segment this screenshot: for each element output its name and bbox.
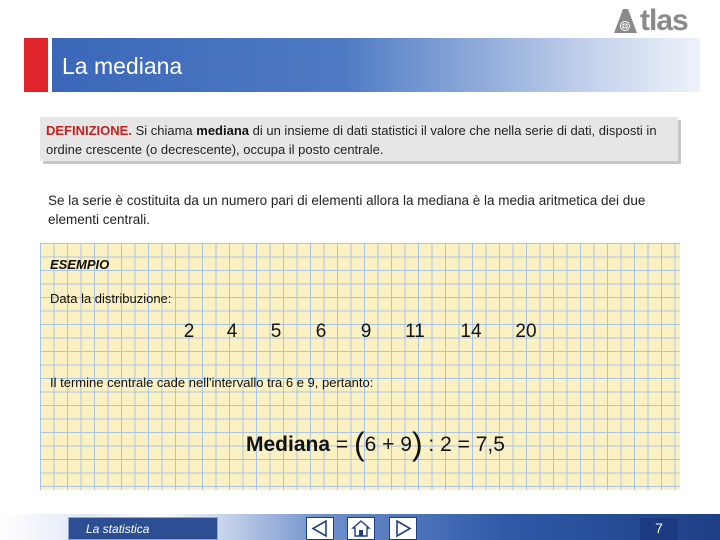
series-value: 5	[270, 321, 282, 342]
home-button[interactable]	[347, 517, 375, 540]
section-label: La statistica	[68, 517, 218, 540]
series-value: 6	[315, 321, 327, 342]
example-label: ESEMPIO	[50, 257, 110, 272]
next-icon	[390, 518, 416, 539]
definition-box	[40, 117, 678, 161]
median-formula	[246, 426, 505, 463]
atlas-logo-mark	[612, 7, 638, 35]
title-accent-bar	[24, 38, 48, 92]
series-value: 2	[183, 321, 195, 342]
prev-icon	[307, 518, 333, 539]
page-number: 7	[640, 518, 678, 540]
definition-term: mediana	[196, 123, 250, 138]
prev-button[interactable]	[306, 517, 334, 540]
formula-close-paren: )	[411, 426, 423, 462]
formula-equals: =	[330, 433, 354, 456]
formula-operand-b: 9	[400, 433, 412, 456]
formula-divide: : 2 =	[422, 433, 476, 456]
example-intro: Data la distribuzione:	[50, 291, 172, 306]
series-value: 11	[405, 321, 425, 342]
example-panel	[40, 243, 680, 490]
formula-open-paren: (	[353, 426, 365, 462]
page-title: La mediana	[62, 53, 183, 79]
next-button[interactable]	[389, 517, 417, 540]
central-term-text: Il termine centrale cade nell'intervallo tra 6 e 9, pertanto:	[50, 375, 374, 390]
series-value: 9	[360, 321, 372, 342]
title-bar	[52, 38, 700, 92]
formula-plus: +	[376, 433, 401, 456]
series-value: 14	[460, 321, 482, 342]
atlas-logo-text: tlas	[640, 4, 688, 37]
series-value: 4	[226, 321, 238, 342]
formula-result: 7,5	[475, 433, 505, 456]
home-icon	[348, 518, 374, 539]
formula-label: Mediana	[246, 433, 331, 456]
atlas-logo	[612, 4, 688, 38]
even-series-note: Se la serie è costituita da un numero pari di elementi allora la mediana è la media aritmetica dei due elementi centrali.	[48, 193, 646, 227]
formula-operand-a: 6	[364, 433, 377, 456]
definition-keyword: DEFINIZIONE.	[46, 123, 132, 138]
series-value: 20	[515, 321, 537, 342]
definition-text-2: di un insieme di dati statistici il valore che nella serie di dati, disposti in ordine crescente (o decrescente), occupa il posto centrale.	[46, 123, 657, 157]
definition-text-1: Si chiama	[131, 123, 197, 138]
